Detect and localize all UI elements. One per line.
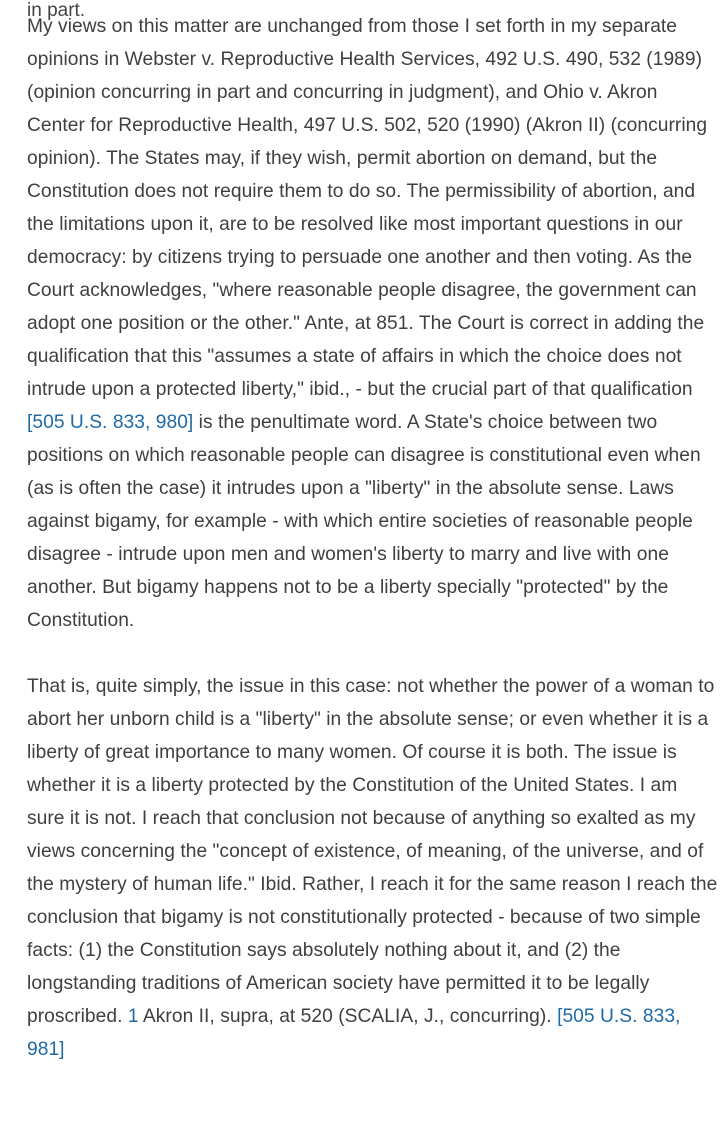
opinion-text-page	[27, 0, 719, 1066]
paragraph-1-text-end: is the penultimate word. A State's choice between two positions on which reasonable people can disagree is constitutional even when (as is often the case) it intrudes upon a "liberty" in the absolute sense. Laws against bigamy, for example - with which entire societies of reasonable people disagree - intrude upon men and women's liberty to marry and live with one another. But bigamy happens not to be a liberty specially "protected" by the Constitution.	[27, 412, 701, 631]
cut-off-text: in part.	[27, 0, 86, 21]
paragraph-2-text-start: That is, quite simply, the issue in this case: not whether the power of a woman to abort her unborn child is a "liberty" in the absolute sense; or even whether it is a liberty of great importance to many women. Of course it is both. The issue is whether it is a liberty protected by the Constitution of the United States. I am sure it is not. I reach that conclusion not because of anything so exalted as my views concerning the "concept of existence, of meaning, of the universe, and of the mystery of human life." Ibid. Rather, I reach it for the same reason I reach the conclusion that bigamy is not constitutionally protected - because of two simple facts: (1) the Constitution says absolutely nothing about it, and (2) the longstanding traditions of American society have permitted it to be legally proscribed.	[27, 676, 718, 1027]
paragraph-2-text-end: Akron II, supra, at 520 (SCALIA, J., concurring).	[138, 1006, 558, 1027]
paragraph-1	[27, 10, 719, 637]
footnote-link-1[interactable]: 1	[127, 1006, 139, 1027]
paragraph-2	[27, 670, 719, 1066]
paragraph-1-text-start: My views on this matter are unchanged from those I set forth in my separate opinions in Webster v. Reproductive Health Services, 492 U.S. 490, 532 (1989) (opinion concurring in part and concurring in judgment), and Ohio v. Akron Center for Reproductive Health, 497 U.S. 502, 520 (1990) (Akron II) (concurring opinion). The States may, if they wish, permit abortion on demand, but the Constitution does not require them to do so. The permissibility of abortion, and the limitations upon it, are to be resolved like most important questions in our democracy: by citizens trying to persuade one another and then voting. As the Court acknowledges, "where reasonable people disagree, the government can adopt one position or the other." Ante, at 851. The Court is correct in adding the qualification that this "assumes a state of affairs in which the choice does not intrude upon a protected liberty," ibid., - but the crucial part of that qualification	[27, 16, 708, 400]
page-citation-link-980[interactable]: [505 U.S. 833, 980]	[27, 412, 194, 433]
cut-off-top-line	[27, 0, 719, 21]
page-citation-link-981[interactable]: [505 U.S. 833, 981]	[27, 1006, 681, 1060]
